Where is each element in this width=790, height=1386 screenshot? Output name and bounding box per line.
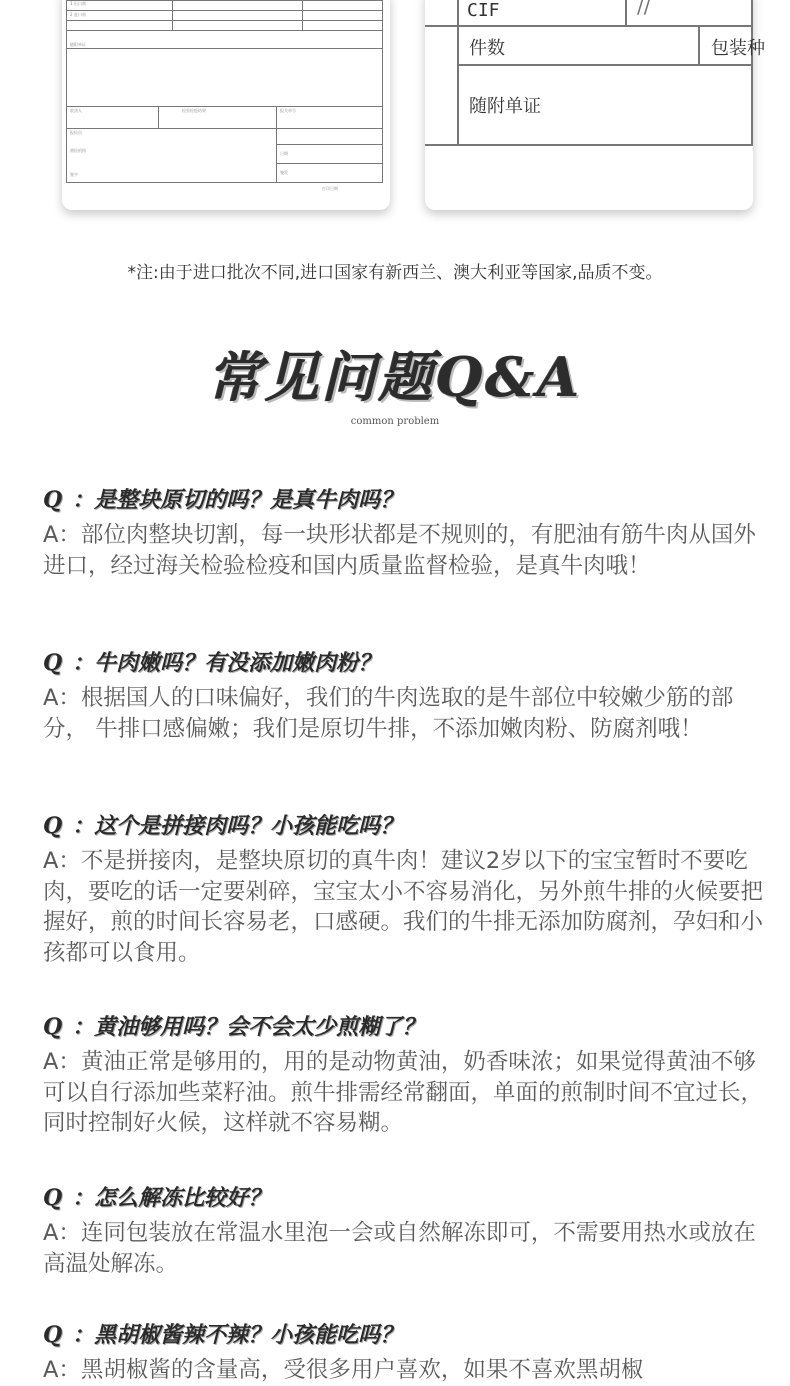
question-text: ：是整块原切的吗？是真牛肉吗？ bbox=[72, 487, 403, 513]
faq-item-4 bbox=[43, 1007, 768, 1139]
faq-answer: A：连同包装放在常温水里泡一会或自然解冻即可，不需要用热水或放在高温处解冻。 bbox=[43, 1220, 756, 1277]
q-marker: Q bbox=[43, 1014, 63, 1040]
faq-item-5 bbox=[43, 1178, 768, 1279]
faq-answer: A：黑胡椒酱的含量高，受很多用户喜欢，如果不喜欢黑胡椒 bbox=[43, 1357, 644, 1383]
question-text: ：黄油够用吗？会不会太少煎糊了？ bbox=[72, 1014, 425, 1040]
faq-answer: A：根据国人的口味偏好，我们的牛肉选取的是牛部位中较嫩少筋的部分， 牛排口感偏嫩；我们是原切牛排，不添加嫩肉粉、防腐剂哦！ bbox=[43, 685, 734, 742]
faq-item-3 bbox=[43, 806, 768, 968]
section-title: 常见问题Q&A bbox=[207, 345, 583, 409]
q-marker: Q bbox=[43, 487, 63, 513]
faq-question bbox=[43, 1315, 768, 1355]
certificate-image-right bbox=[425, 0, 765, 210]
section-subtitle: common problem bbox=[350, 416, 440, 427]
certificate-image-left bbox=[62, 0, 390, 210]
faq-answer: A：不是拼接肉，是整块原切的真牛肉！建议2岁以下的宝宝暂时不要吃肉，要吃的话一定要剁碎，宝宝太小不容易消化，另外煎牛排的火候要把握好，煎的时间长容易老，口感硬。我们的牛排无添加防腐剂，孕妇和小孩都可以食用。 bbox=[43, 848, 764, 966]
question-text: ：牛肉嫩吗？有没添加嫩肉粉？ bbox=[72, 650, 381, 676]
faq-item-6 bbox=[43, 1315, 768, 1386]
question-text: ：黑胡椒酱辣不辣？小孩能吃吗？ bbox=[72, 1322, 403, 1348]
certificate-form: 1 出口商 2 进口商 随附单证 收货人 报检员 商检机构 签字 检验检疫结果 报关单号 日期 签发 打印日期 bbox=[62, 0, 390, 210]
faq-item-1 bbox=[43, 480, 768, 581]
packaging-label: 包装种 bbox=[711, 38, 765, 59]
q-marker: Q bbox=[43, 1185, 63, 1211]
pieces-label: 件数 bbox=[469, 38, 505, 59]
q-marker: Q bbox=[43, 1322, 63, 1348]
faq-question bbox=[43, 806, 768, 846]
faq-answer: A：黄油正常是够用的，用的是动物黄油，奶香味浓；如果觉得黄油不够可以自行添加些菜籽油。煎牛排需经常翻面，单面的煎制时间不宜过长，同时控制好火候，这样就不容易糊。 bbox=[43, 1049, 764, 1136]
question-text: ：这个是拼接肉吗？小孩能吃吗？ bbox=[72, 813, 403, 839]
faq-question bbox=[43, 643, 768, 683]
certificate-form-zoomed: // CIF 件数 包装种 随附单证 bbox=[425, 0, 753, 210]
faq-answer: A：部位肉整块切割，每一块形状都是不规则的，有肥油有筋牛肉从国外进口，经过海关检验检疫和国内质量监督检验，是真牛肉哦！ bbox=[43, 522, 756, 579]
attached-documents-label: 随附单证 bbox=[469, 96, 541, 117]
faq-question bbox=[43, 1007, 768, 1047]
question-text: ：怎么解冻比较好？ bbox=[72, 1185, 271, 1211]
q-marker: Q bbox=[43, 650, 63, 676]
cif-label: CIF bbox=[467, 0, 500, 21]
faq-question bbox=[43, 1178, 768, 1218]
q-marker: Q bbox=[43, 813, 63, 839]
faq-item-2 bbox=[43, 643, 768, 744]
faq-question bbox=[43, 480, 768, 520]
origin-note: *注:由于进口批次不同,进口国家有新西兰、澳大利亚等国家,品质不变。 bbox=[127, 263, 663, 283]
